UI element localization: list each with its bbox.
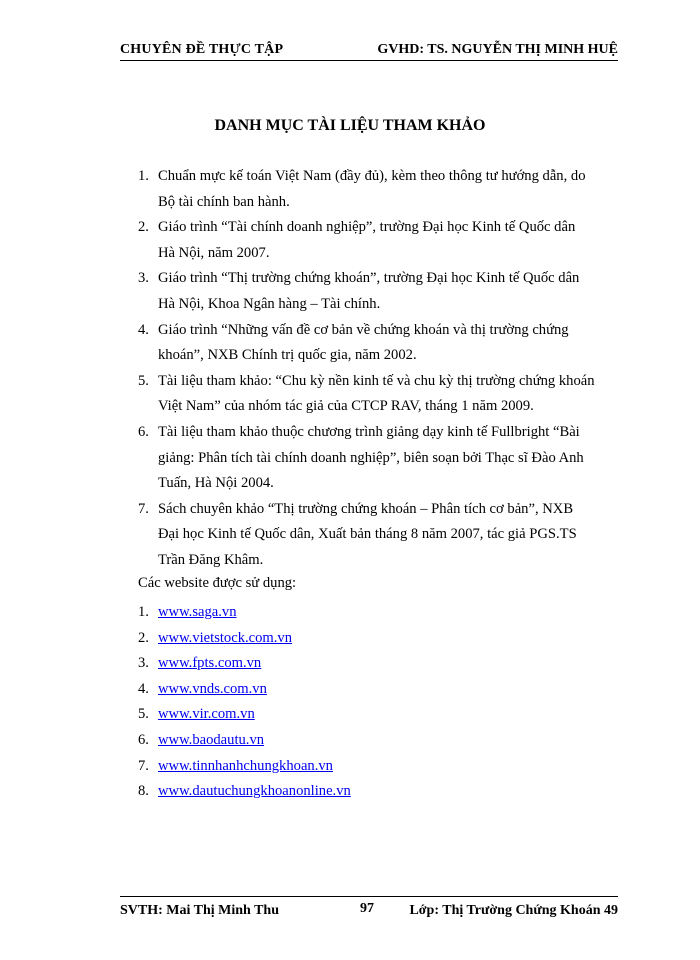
website-link[interactable] [158,783,357,799]
reference-line: Hà Nội, năm 2007. [158,244,270,261]
reference-item [138,164,628,215]
reference-item [138,420,628,497]
website-url: www.saga.vn [158,604,237,620]
reference-line: Giáo trình “Thị trường chứng khoán”, trường Đại học Kinh tế Quốc dân [158,270,580,287]
website-number: 7. [138,757,149,774]
page-number: 97 [360,901,374,916]
reference-line: Sách chuyên khảo “Thị trường chứng khoán – Phân tích cơ bản”, NXB [158,500,574,517]
website-url: www.vietstock.com.vn [158,629,293,646]
website-link[interactable] [158,655,267,671]
website-number: 4. [138,680,149,697]
website-item [138,779,357,805]
reference-item [138,369,628,420]
website-url: www.vir.com.vn [158,706,255,723]
reference-line: khoán”, NXB Chính trị quốc gia, năm 2002. [158,347,417,364]
header-left-text: CHUYÊN ĐỀ THỰC TẬP [120,42,284,57]
reference-line: Giáo trình “Tài chính doanh nghiệp”, trường Đại học Kinh tế Quốc dân [158,219,576,236]
reference-list [138,164,628,574]
website-url: www.fpts.com.vn [158,655,262,672]
reference-item [138,318,628,369]
reference-line: Việt Nam” của nhóm tác giả của CTCP RAV, tháng 1 năm 2009. [158,398,534,415]
website-list [138,600,357,805]
reference-line: Bộ tài chính ban hành. [158,193,290,210]
reference-line: Hà Nội, Khoa Ngân hàng – Tài chính. [158,295,381,312]
reference-number: 3. [138,270,149,287]
website-url: www.tinnhanhchungkhoan.vn [158,757,333,774]
website-item [138,754,357,780]
reference-number: 4. [138,321,149,338]
website-item [138,600,357,626]
website-link[interactable] [158,732,270,748]
page-title: DANH MỤC TÀI LIỆU THAM KHẢO [214,117,486,134]
website-url: www.baodautu.vn [158,731,265,748]
website-link[interactable] [158,630,298,646]
website-number: 3. [138,655,149,672]
websites-label: Các website được sử dụng: [138,575,297,591]
website-link[interactable] [158,604,243,620]
website-url: www.dautuchungkhoanonline.vn [158,783,351,800]
reference-line: Tài liệu tham khảo thuộc chương trình giảng dạy kinh tế Fullbright “Bài [158,423,580,440]
website-item [138,728,357,754]
website-number: 1. [138,604,149,620]
page-header [120,40,618,61]
website-number: 5. [138,706,149,723]
reference-item [138,215,628,266]
reference-item [138,497,628,574]
website-item [138,702,357,728]
reference-line: Chuẩn mực kế toán Việt Nam (đầy đủ), kèm theo thông tư hướng dẫn, do [158,168,586,184]
reference-number: 2. [138,219,149,236]
website-number: 6. [138,731,149,748]
reference-number: 1. [138,168,149,184]
reference-number: 7. [138,500,149,517]
website-url: www.vnds.com.vn [158,680,267,697]
page-footer [120,896,618,921]
website-number: 8. [138,783,149,800]
website-link[interactable] [158,681,273,697]
footer-student: SVTH: Mai Thị Minh Thu [120,903,279,918]
footer-class: Lớp: Thị Trường Chứng Khoán 49 [409,903,618,918]
reference-line: Đại học Kinh tế Quốc dân, Xuất bản tháng 8 năm 2007, tác giả PGS.TS [158,526,577,543]
website-item [138,651,357,677]
reference-line: Trần Đăng Khâm. [158,551,264,568]
reference-number: 6. [138,423,149,440]
reference-item [138,266,628,317]
website-item [138,626,357,652]
website-link[interactable] [158,706,261,722]
reference-line: Tuấn, Hà Nội 2004. [158,475,274,492]
website-link[interactable] [158,758,339,774]
reference-number: 5. [138,372,149,389]
website-number: 2. [138,629,149,646]
reference-line: Tài liệu tham khảo: “Chu kỳ nền kinh tế và chu kỳ thị trường chứng khoán [158,372,595,389]
reference-line: Giáo trình “Những vấn đề cơ bản về chứng khoán và thị trường chứng [158,321,569,338]
header-right-text: GVHD: TS. NGUYỄN THỊ MINH HUỆ [377,42,618,57]
website-item [138,677,357,703]
reference-line: giảng: Phân tích tài chính doanh nghiệp”, biên soạn bởi Thạc sĩ Đào Anh [158,449,584,466]
